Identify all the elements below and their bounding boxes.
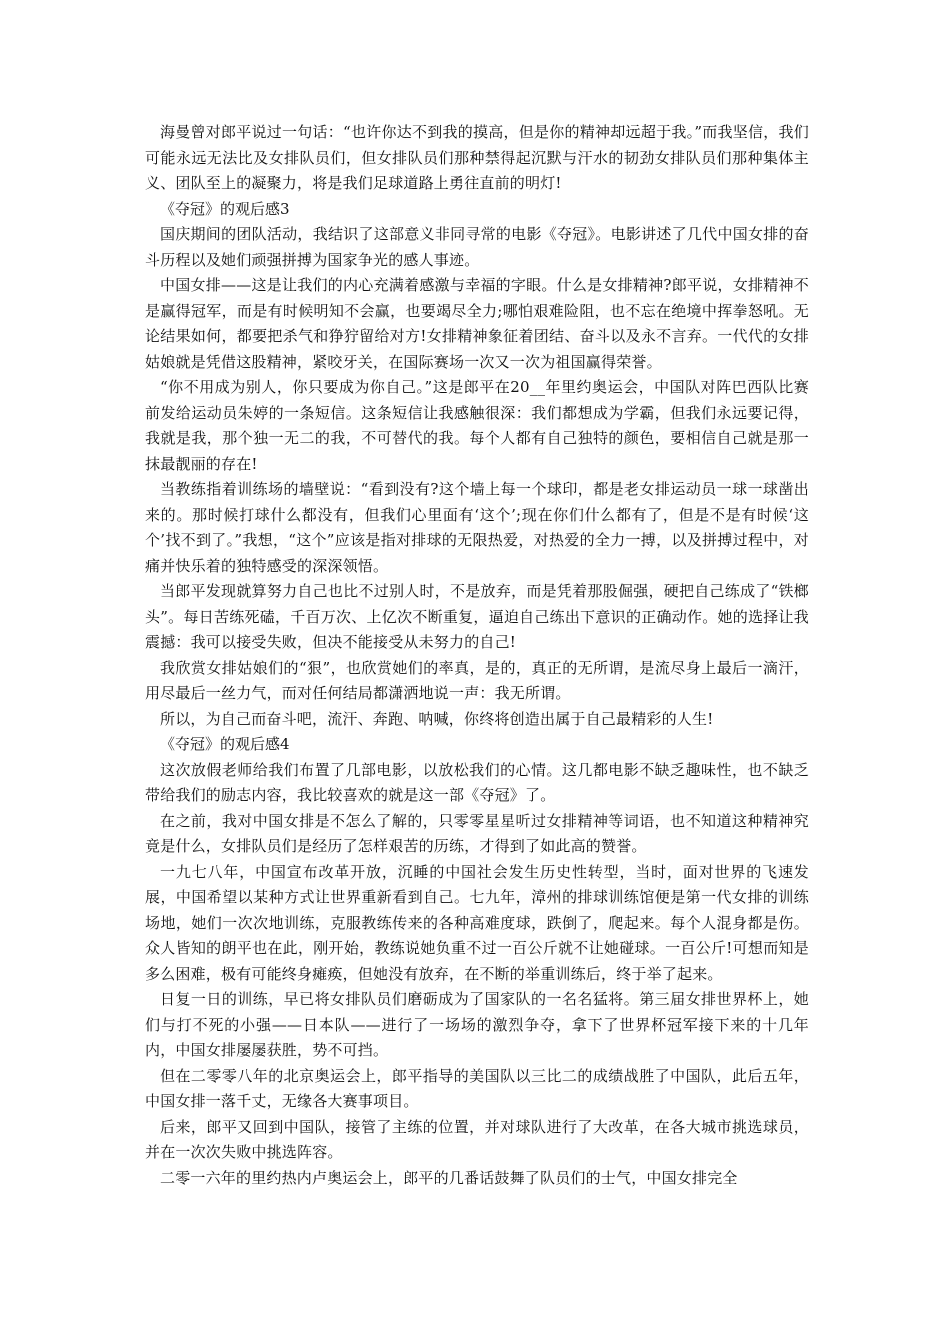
paragraph: 这次放假老师给我们布置了几部电影，以放松我们的心情。这几都电影不缺乏趣味性，也不缺乏带给我们的励志内容，我比较喜欢的就是这一部《夺冠》了。 bbox=[145, 760, 809, 804]
section-heading: 《夺冠》的观后感3 bbox=[160, 199, 290, 218]
paragraph: 当郎平发现就算努力自己也比不过别人时，不是放弃，而是凭着那股倔强，硬把自己练成了“铁榔头”。每日苦练死磕，千百万次、上亿次不断重复，逼迫自己练出下意识的正确动作。她的选择让我震撼：我可以接受失败，但决不能接受从未努力的自己! bbox=[145, 582, 809, 651]
paragraph: 当教练指着训练场的墙壁说：“看到没有?这个墙上每一个球印，都是老女排运动员一球一球凿出来的。那时候打球什么都没有，但我们心里面有‘这个’;现在你们什么都有了，但是不是有时候‘这个’找不到了。”我想，“这个”应该是指对排球的无限热爱，对热爱的全力一搏，以及拼搏过程中，对痛并快乐着的独特感受的深深领悟。 bbox=[145, 480, 809, 575]
paragraph: 我欣赏女排姑娘们的“狠”，也欣赏她们的率真，是的，真正的无所谓，是流尽身上最后一滴汗，用尽最后一丝力气，而对任何结局都潇洒地说一声：我无所谓。 bbox=[145, 658, 809, 702]
paragraph: 二零一六年的里约热内卢奥运会上，郎平的几番话鼓舞了队员们的士气，中国女排完全 bbox=[160, 1168, 738, 1187]
paragraph: 所以，为自己而奋斗吧，流汗、奔跑、呐喊，你终将创造出属于自己最精彩的人生! bbox=[160, 709, 714, 728]
section-heading: 《夺冠》的观后感4 bbox=[160, 735, 290, 753]
paragraph: 后来，郎平又回到中国队，接管了主练的位置，并对球队进行了大改革，在各大城市挑选球员，并在一次次失败中挑选阵容。 bbox=[145, 1117, 809, 1161]
document-page bbox=[145, 120, 809, 1191]
paragraph: 国庆期间的团队活动，我结识了这部意义非同寻常的电影《夺冠》。电影讲述了几代中国女排的奋斗历程以及她们顽强拼搏为国家争光的感人事迹。 bbox=[145, 225, 809, 269]
paragraph: 中国女排——这是让我们的内心充满着感激与幸福的字眼。什么是女排精神?郎平说，女排精神不是赢得冠军，而是有时候明知不会赢，也要竭尽全力;哪怕艰难险阻，也不忘在绝境中挥拳怒吼。无论结果如何，都要把杀气和狰狞留给对方!女排精神象征着团结、奋斗以及永不言弃。一代代的女排姑娘就是凭借这股精神，紧咬牙关，在国际赛场一次又一次为祖国赢得荣誉。 bbox=[145, 276, 809, 371]
paragraph: 但在二零零八年的北京奥运会上，郎平指导的美国队以三比二的成绩战胜了中国队，此后五年，中国女排一落千丈，无缘各大赛事项目。 bbox=[145, 1066, 809, 1110]
paragraph: 日复一日的训练，早已将女排队员们磨砺成为了国家队的一名名猛将。第三届女排世界杯上，她们与打不死的小强——日本队——进行了一场场的激烈争夺，拿下了世界杯冠军接下来的十几年内，中国女排屡屡获胜，势不可挡。 bbox=[145, 990, 809, 1059]
paragraph: 在之前，我对中国女排是不怎么了解的，只零零星星听过女排精神等词语，也不知道这种精神究竟是什么，女排队员们是经历了怎样艰苦的历练，才得到了如此高的赞誉。 bbox=[145, 811, 809, 855]
paragraph: 一九七八年，中国宣布改革开放，沉睡的中国社会发生历史性转型，当时，面对世界的飞速发展，中国希望以某种方式让世界重新看到自己。七九年，漳州的排球训练馆便是第一代女排的训练场地，她们一次次地训练，克服教练传来的各种高难度球，跌倒了，爬起来。每个人混身都是伤。众人皆知的朗平也在此，刚开始，教练说她负重不过一百公斤就不让她碰球。一百公斤!可想而知是多么困难，极有可能终身瘫痪，但她没有放弃，在不断的举重训练后，终于举了起来。 bbox=[145, 862, 809, 983]
paragraph: 海曼曾对郎平说过一句话：“也许你达不到我的摸高，但是你的精神却远超于我。”而我坚信，我们可能永远无法比及女排队员们，但女排队员们那种禁得起沉默与汗水的韧劲女排队员们那种集体主义、团队至上的凝聚力，将是我们足球道路上勇往直前的明灯! bbox=[145, 123, 809, 192]
paragraph: “你不用成为别人，你只要成为你自己。”这是郎平在20__年里约奥运会，中国队对阵巴西队比赛前发给运动员朱婷的一条短信。这条短信让我感触很深：我们都想成为学霸，但我们永远要记得，我就是我，那个独一无二的我，不可替代的我。每个人都有自己独特的颜色，要相信自己就是那一抹最靓丽的存在! bbox=[145, 378, 809, 473]
